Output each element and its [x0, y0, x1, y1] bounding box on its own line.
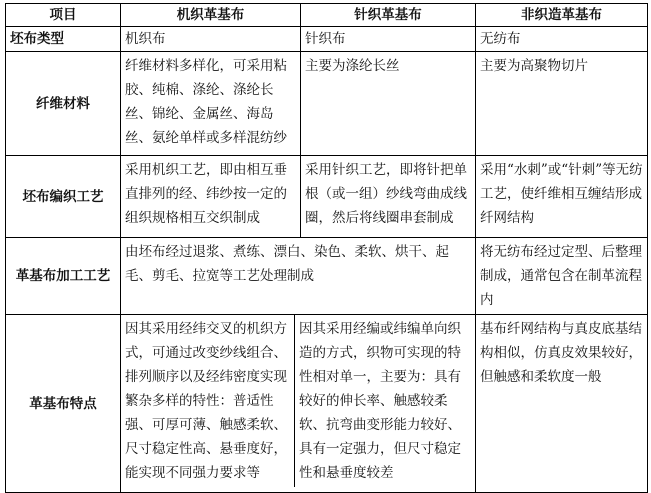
col-header-knitted: 针织革基布 — [301, 4, 476, 27]
row-label-fabric-type: 坯布类型 — [6, 27, 121, 52]
cell-weave-woven: 采用机织工艺，即由相互垂直排列的经、纬纱按一定的组织规格相互交织制成 — [121, 156, 301, 238]
row-label-weaving: 坯布编织工艺 — [6, 156, 121, 238]
table-row-fiber — [6, 52, 648, 156]
cell-fiber-knitted: 主要为涤纶长丝 — [301, 52, 476, 156]
cell-features-woven-knitted — [121, 315, 476, 493]
cell-process-woven-knitted: 由坯布经过退浆、煮练、漂白、染色、柔软、烘干、起毛、剪毛、拉宽等工艺处理制成 — [121, 238, 476, 315]
table-row-processing — [6, 238, 648, 315]
table-row-features — [6, 315, 648, 493]
header-row — [6, 4, 648, 27]
cell-type-nonwoven: 无纺布 — [476, 27, 648, 52]
row-label-features: 革基布特点 — [6, 315, 121, 493]
cell-features-nonwoven: 基布纤网结构与真皮底基结构相似，仿真皮效果较好，但触感和柔软度一般 — [476, 315, 648, 493]
col-header-item: 项目 — [6, 4, 121, 27]
table-row-weaving — [6, 156, 648, 238]
cell-fiber-woven: 纤维材料多样化，可采用粘胶、纯棉、涤纶、涤纶长丝、锦纶、金属丝、海岛丝、氨纶单样或多样混纺纱 — [121, 52, 301, 156]
cell-weave-knitted: 采用针织工艺，即将针把单根（或一组）纱线弯曲成线圈，然后将线圈串套制成 — [301, 156, 476, 238]
cell-features-woven: 因其采用经纬交叉的机织方式，可通过改变纱线组合、排列顺序以及经纬密度实现繁杂多样的特性：普适性强、可厚可薄、触感柔软、尺寸稳定性高、悬垂度好，能实现不同强力要求等 — [121, 315, 295, 487]
cell-process-nonwoven: 将无纺布经过定型、后整理制成，通常包含在制革流程内 — [476, 238, 648, 315]
col-header-woven: 机织革基布 — [121, 4, 301, 27]
table-row-fabric-type — [6, 27, 648, 52]
cell-type-knitted: 针织布 — [301, 27, 476, 52]
cell-fiber-nonwoven: 主要为高聚物切片 — [476, 52, 648, 156]
comparison-table — [5, 3, 648, 493]
row-label-fiber: 纤维材料 — [6, 52, 121, 156]
cell-weave-nonwoven: 采用“水刺”或“针刺”等无纺工艺，使纤维相互缠结形成纤网结构 — [476, 156, 648, 238]
cell-type-woven: 机织布 — [121, 27, 301, 52]
row-label-processing: 革基布加工工艺 — [6, 238, 121, 315]
cell-features-knitted: 因其采用经编或纬编单向织造的方式，织物可实现的特性相对单一，主要为：具有较好的伸长率、触感较柔软、抗弯曲变形能力较好、具有一定强力，但尺寸稳定性和悬垂度较差 — [299, 321, 461, 481]
col-header-nonwoven: 非织造革基布 — [476, 4, 648, 27]
